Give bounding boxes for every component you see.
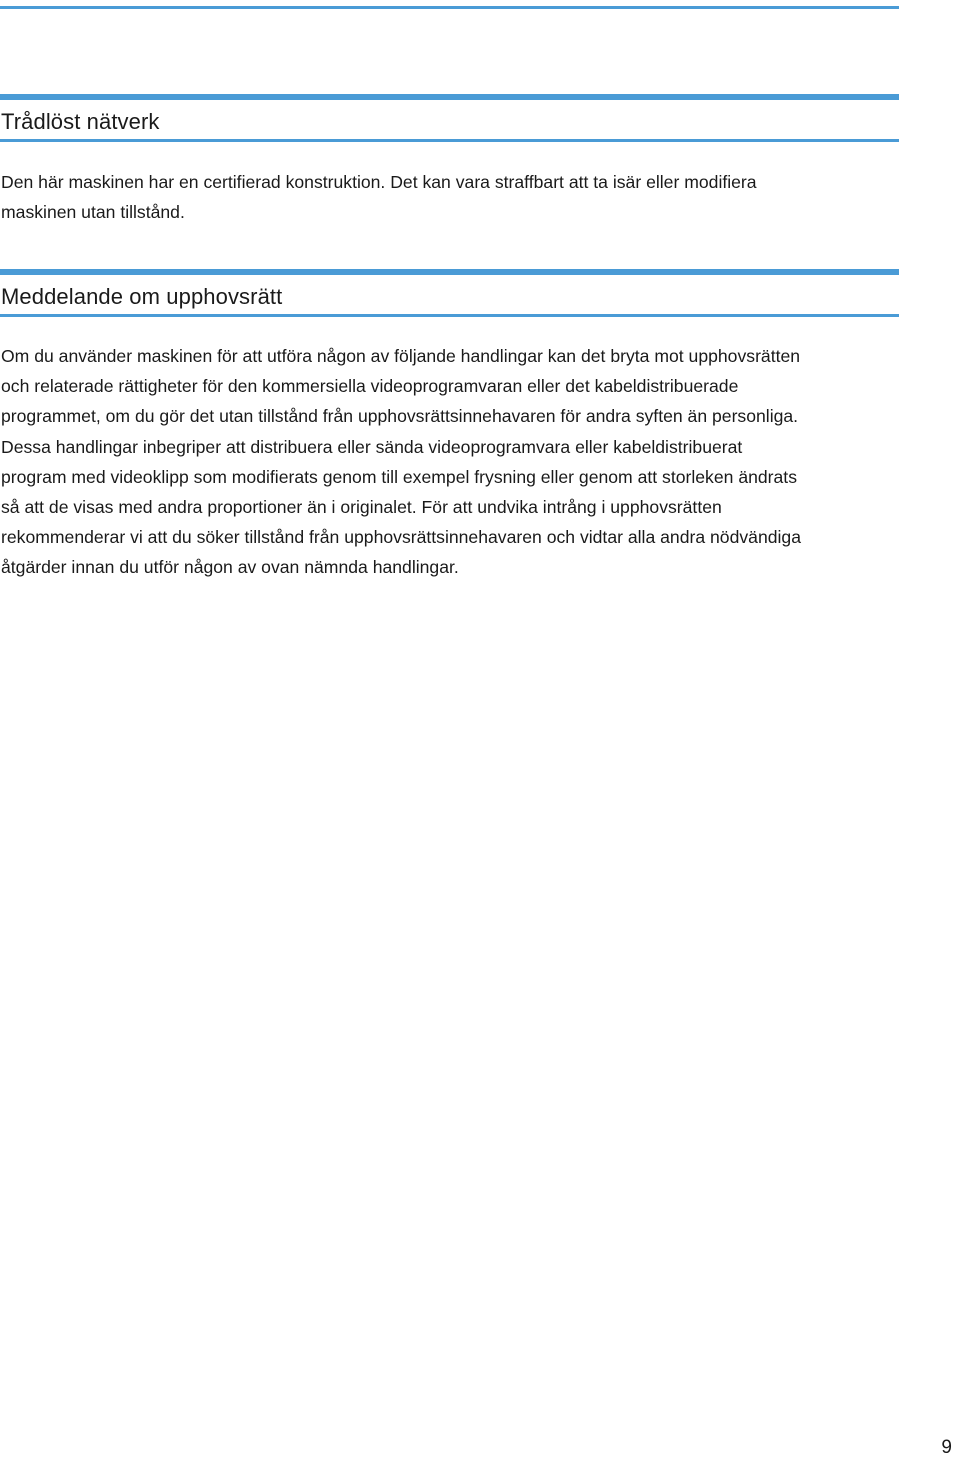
section-rule-bottom	[0, 139, 899, 142]
paragraph-line: maskinen utan tillstånd.	[1, 202, 185, 223]
paragraph-line: åtgärder innan du utför någon av ovan nämnda handlingar.	[1, 557, 459, 578]
paragraph-line: så att de visas med andra proportioner än i originalet. För att undvika intrång i upphovsrätten	[1, 497, 722, 518]
section-copyright-notice	[0, 269, 899, 583]
paragraph-line: programmet, om du gör det utan tillstånd från upphovsrättsinnehavaren för andra syften än personliga.	[1, 406, 799, 427]
section-title: Meddelande om upphovsrätt	[1, 284, 283, 309]
paragraph-line: och relaterade rättigheter för den kommersiella videoprogramvaran eller det kabeldistribuerade	[1, 376, 739, 397]
page-number: 9	[941, 1437, 952, 1458]
paragraph-line: Den här maskinen har en certifierad konstruktion. Det kan vara straffbart att ta isär eller modifiera	[1, 172, 757, 192]
section-paragraph	[0, 167, 899, 227]
paragraph-line: program med videoklipp som modifierats genom till exempel frysning eller genom att storleken ändrats	[1, 466, 797, 487]
section-title: Trådlöst nätverk	[1, 109, 160, 134]
section-rule-bottom	[0, 314, 899, 317]
section-paragraph	[0, 341, 899, 583]
page-top-rule	[0, 6, 899, 9]
section-wireless-network	[0, 94, 899, 227]
paragraph-line: rekommenderar vi att du söker tillstånd från upphovsrättsinnehavaren och vidtar alla andra nödvändiga	[1, 527, 802, 548]
paragraph-line: Dessa handlingar inbegriper att distribuera eller sända videoprogramvara eller kabeldistribuerat	[1, 436, 743, 457]
paragraph-line: Om du använder maskinen för att utföra någon av följande handlingar kan det bryta mot upphovsrätten	[1, 346, 801, 366]
